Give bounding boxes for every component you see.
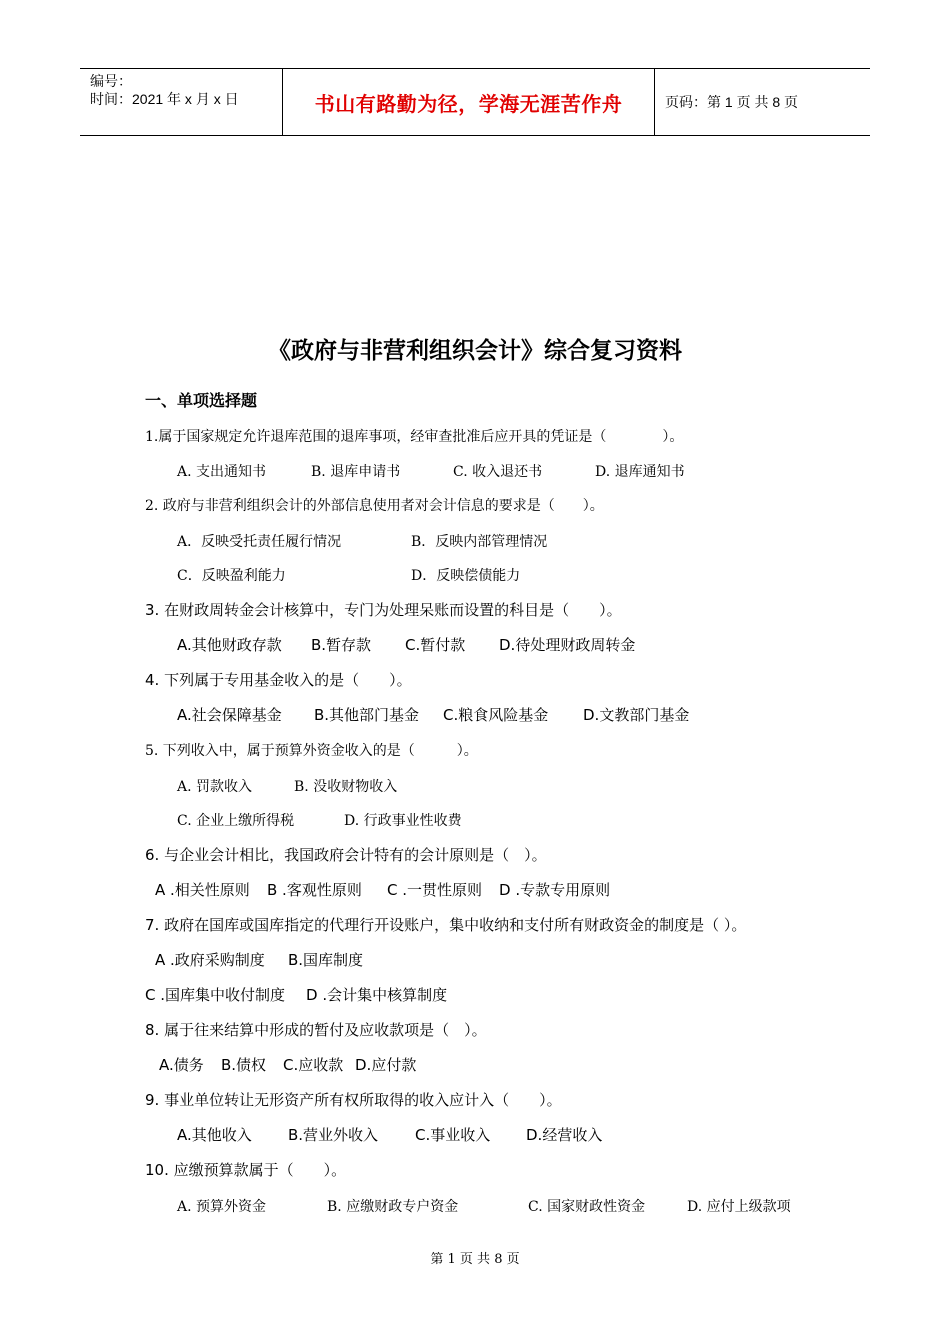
option: D.文教部门基金 [583, 706, 690, 724]
option-row [177, 704, 689, 725]
option: B.暂存款 [311, 636, 372, 654]
question-stem: 4. 下列属于专用基金收入的是（ ）。 [145, 671, 412, 689]
question-stem: 9. 事业单位转让无形资产所有权所取得的收入应计入（ ）。 [145, 1091, 562, 1109]
header-table [80, 68, 870, 136]
section-title: 一、单项选择题 [145, 391, 258, 410]
question-stem: 3. 在财政周转金会计核算中，专门为处理呆账而设置的科目是（ ）。 [145, 601, 622, 619]
option: C .国库集中收付制度 [145, 986, 286, 1004]
option: C .一贯性原则 [387, 881, 483, 899]
option-row [159, 1054, 416, 1075]
option: A. 罚款收入 [177, 779, 253, 795]
option: C. 国家财政性资金 [528, 1199, 646, 1215]
option: A .相关性原则 [155, 881, 250, 899]
question-stem: 8. 属于往来结算中形成的暂付及应收款项是（ ）。 [145, 1021, 487, 1039]
option: B.债权 [221, 1056, 267, 1074]
option: A.债务 [159, 1056, 204, 1074]
option: D .专款专用原则 [499, 881, 611, 899]
option: B. 没收财物收入 [294, 779, 398, 795]
option-row [145, 984, 447, 1005]
option: A. 预算外资金 [177, 1199, 267, 1215]
option-row [177, 461, 685, 481]
option-row [177, 565, 520, 585]
question-stem: 2. 政府与非营利组织会计的外部信息使用者对会计信息的要求是（ ）。 [145, 498, 604, 514]
option-row [177, 1124, 602, 1145]
option: A .政府采购制度 [155, 951, 265, 969]
option-row [155, 949, 363, 970]
document-title: 《政府与非营利组织会计》综合复习资料 [268, 338, 682, 364]
question-stem: 7. 政府在国库或国库指定的代理行开设账户，集中收纳和支付所有财政资金的制度是（ ）。 [145, 916, 747, 934]
option: C.应收款 [283, 1056, 344, 1074]
option: D. 退库通知书 [595, 464, 685, 480]
option: C.粮食风险基金 [443, 706, 549, 724]
option: B.其他部门基金 [314, 706, 420, 724]
question-stem: 10. 应缴预算款属于（ ）。 [145, 1161, 347, 1179]
option-row [177, 531, 547, 551]
option: D．反映偿债能力 [411, 568, 521, 584]
option: B.营业外收入 [288, 1126, 379, 1144]
question-stem: 1.属于国家规定允许退库范围的退库事项，经审查批准后应开具的凭证是（ ）。 [145, 429, 684, 445]
option: D.应付款 [355, 1056, 417, 1074]
question-stem: 5. 下列收入中，属于预算外资金收入的是（ ）。 [145, 743, 478, 759]
option: D.经营收入 [526, 1126, 603, 1144]
time-label: 时间：2021 年 x 月 x 日 [90, 91, 239, 107]
header-motto-cell [282, 69, 655, 135]
page-code: 页码：第 1 页 共 8 页 [665, 94, 799, 110]
option: B.国库制度 [288, 951, 364, 969]
page-footer: 第 1 页 共 8 页 [430, 1252, 520, 1267]
option: A.社会保障基金 [177, 706, 282, 724]
option: C.事业收入 [415, 1126, 491, 1144]
header-page-cell [655, 69, 870, 135]
option: D.待处理财政周转金 [499, 636, 636, 654]
option: D .会计集中核算制度 [306, 986, 448, 1004]
option: B. 应缴财政专户资金 [327, 1199, 459, 1215]
option: D. 应付上级款项 [687, 1199, 791, 1215]
option: B .客观性原则 [267, 881, 362, 899]
option: D. 行政事业性收费 [344, 813, 462, 829]
option-row [177, 634, 635, 655]
option: A.其他财政存款 [177, 636, 282, 654]
option: C. 企业上缴所得税 [177, 813, 295, 829]
option: C. 收入退还书 [453, 464, 543, 480]
option-row [155, 879, 610, 900]
option: A. 支出通知书 [177, 464, 267, 480]
option: B．反映内部管理情况 [411, 534, 548, 550]
option: C．反映盈利能力 [177, 568, 286, 584]
option: A．反映受托责任履行情况 [177, 534, 342, 550]
option-row [177, 810, 462, 830]
option: C.暂付款 [405, 636, 466, 654]
option: B. 退库申请书 [311, 464, 401, 480]
motto: 书山有路勤为径，学海无涯苦作舟 [314, 91, 623, 116]
option-row [177, 1196, 791, 1216]
option: A.其他收入 [177, 1126, 252, 1144]
number-label: 编号： [90, 73, 132, 89]
question-stem: 6. 与企业会计相比，我国政府会计特有的会计原则是（ ）。 [145, 846, 547, 864]
option-row [177, 776, 397, 796]
header-left-cell [80, 69, 282, 135]
